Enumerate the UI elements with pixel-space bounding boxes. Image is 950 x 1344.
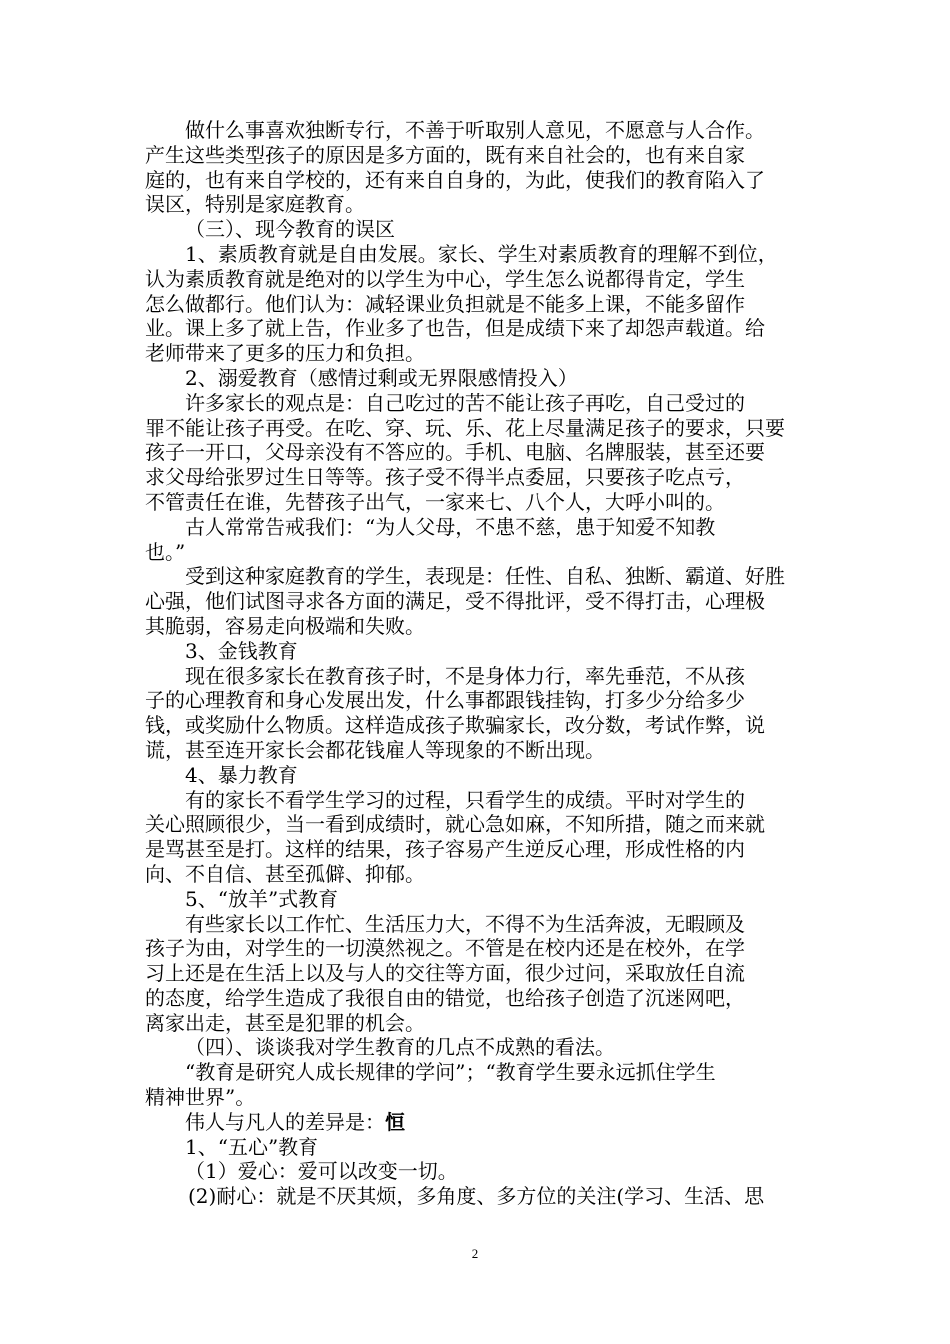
text-line: [145, 217, 815, 242]
text-line: [145, 713, 815, 738]
text-line: [145, 242, 815, 267]
line-text: 习上还是在生活上以及与人的交往等方面，很少过问，采取放任自流: [145, 961, 745, 986]
line-text: 谎，甚至连开家长会都花钱雇人等现象的不断出现。: [145, 737, 605, 762]
line-text: 求父母给张罗过生日等等。孩子受不得半点委屈，只要孩子吃点亏，: [145, 465, 745, 490]
text-line: [145, 763, 815, 788]
text-line: [145, 589, 815, 614]
text-line: [145, 812, 815, 837]
text-line: [145, 1135, 815, 1160]
text-line: [145, 267, 815, 292]
line-text: （四）、谈谈我对学生教育的几点不成熟的看法。: [185, 1035, 615, 1060]
text-line: [145, 540, 815, 565]
text-line: [145, 1184, 815, 1209]
line-text: 不管责任在谁，先替孩子出气，一家来七、八个人，大呼小叫的。: [145, 489, 725, 514]
line-text: 认为素质教育就是绝对的以学生为中心，学生怎么说都得肯定，学生: [145, 266, 745, 291]
line-text: 孩子为由，对学生的一切漠然视之。不管是在校内还是在校外，在学: [145, 936, 745, 961]
text-line: [145, 391, 815, 416]
line-text: （1）爱心：爱可以改变一切。: [185, 1159, 458, 1184]
line-text: 是骂甚至是打。这样的结果，孩子容易产生逆反心理，形成性格的内: [145, 837, 745, 862]
line-text: 古人常常告戒我们：“为人父母，不患不慈，患于知爱不知教: [185, 514, 716, 539]
line-text: 有的家长不看学生学习的过程，只看学生的成绩。平时对学生的: [185, 787, 745, 812]
line-text: 2、溺爱教育（感情过剩或无界限感情投入）: [185, 365, 578, 390]
line-text: 心强，他们试图寻求各方面的满足，受不得批评，受不得打击，心理极: [145, 589, 765, 614]
text-line: [145, 1035, 815, 1060]
line-text: 钱，或奖励什么物质。这样造成孩子欺骗家长，改分数，考试作弊，说: [145, 713, 765, 738]
text-line: [145, 1060, 815, 1085]
line-text: 关心照顾很少，当一看到成绩时，就心急如麻，不知所措，随之而来就: [145, 812, 765, 837]
line-text: 产生这些类型孩子的原因是多方面的，既有来自社会的，也有来自家: [145, 142, 745, 167]
line-text: （三）、现今教育的误区: [185, 217, 395, 242]
line-text: 伟人与凡人的差异是：: [185, 1109, 385, 1134]
text-line: [145, 168, 815, 193]
line-text: 其脆弱，容易走向极端和失败。: [145, 613, 425, 638]
line-text: 的态度，给学生造成了我很自由的错觉，也给孩子创造了沉迷网吧，: [145, 985, 745, 1010]
text-line: [145, 118, 815, 143]
text-line: [145, 788, 815, 813]
text-line: [145, 614, 815, 639]
line-text: 误区，特别是家庭教育。: [145, 192, 365, 217]
line-text: “教育是研究人成长规律的学问”；“教育学生要永远抓住学生: [185, 1060, 716, 1085]
line-text: 1、“五心”教育: [185, 1134, 319, 1159]
line-text: 有些家长以工作忙、生活压力大，不得不为生活奔波，无暇顾及: [185, 911, 745, 936]
bold-text: 恒: [385, 1109, 405, 1134]
text-line: [145, 143, 815, 168]
line-text: 受到这种家庭教育的学生，表现是：任性、自私、独断、霸道、好胜: [185, 564, 785, 589]
line-text: 3、金钱教育: [185, 638, 298, 663]
line-text: 老师带来了更多的压力和负担。: [145, 341, 425, 366]
text-line: [145, 416, 815, 441]
line-text: 孩子一开口，父母亲没有不答应的。手机、电脑、名牌服装，甚至还要: [145, 440, 765, 465]
line-text: 怎么做都行。他们认为：减轻课业负担就是不能多上课，不能多留作: [145, 291, 745, 316]
line-text: 向、不自信、甚至孤僻、抑郁。: [145, 861, 425, 886]
text-line: [145, 936, 815, 961]
text-line: [145, 1085, 815, 1110]
text-line: [145, 192, 815, 217]
text-line: [145, 490, 815, 515]
text-line: [145, 738, 815, 763]
document-body: [145, 118, 815, 1209]
text-line: [145, 1159, 815, 1184]
page-number: 2: [471, 1246, 479, 1261]
text-line: [145, 837, 815, 862]
line-text: 做什么事喜欢独断专行，不善于听取别人意见，不愿意与人合作。: [185, 118, 765, 142]
line-text: 罪不能让孩子再受。在吃、穿、玩、乐、花上尽量满足孩子的要求，只要: [145, 415, 785, 440]
line-text: 离家出走，甚至是犯罪的机会。: [145, 1010, 425, 1035]
text-line: [145, 887, 815, 912]
line-text: 精神世界”。: [145, 1085, 256, 1110]
text-line: [145, 316, 815, 341]
line-text: 4、暴力教育: [185, 762, 298, 787]
line-text: 5、“放羊”式教育: [185, 886, 339, 911]
text-line: [145, 440, 815, 465]
line-text: (2)耐心：就是不厌其烦，多角度、多方位的关注(学习、生活、思: [188, 1184, 765, 1209]
text-line: [145, 366, 815, 391]
text-line: [145, 961, 815, 986]
text-line: [145, 1011, 815, 1036]
line-text: 庭的，也有来自学校的，还有来自自身的，为此，使我们的教育陷入了: [145, 167, 765, 192]
text-line: [145, 1110, 815, 1135]
line-text: 许多家长的观点是：自己吃过的苦不能让孩子再吃，自己受过的: [185, 390, 745, 415]
line-text: 业。课上多了就上告，作业多了也告，但是成绩下来了却怨声载道。给: [145, 316, 765, 341]
line-text: 1、素质教育就是自由发展。家长、学生对素质教育的理解不到位，: [185, 241, 778, 266]
text-line: [145, 341, 815, 366]
text-line: [145, 639, 815, 664]
line-text: 也。”: [145, 539, 186, 564]
text-line: [145, 515, 815, 540]
text-line: [145, 292, 815, 317]
text-line: [145, 912, 815, 937]
text-line: [145, 664, 815, 689]
text-line: [145, 564, 815, 589]
text-line: [145, 465, 815, 490]
text-line: [145, 688, 815, 713]
text-line: [145, 862, 815, 887]
text-line: [145, 986, 815, 1011]
line-text: 子的心理教育和身心发展出发，什么事都跟钱挂钩，打多少分给多少: [145, 688, 745, 713]
line-text: 现在很多家长在教育孩子时，不是身体力行，率先垂范，不从孩: [185, 663, 745, 688]
